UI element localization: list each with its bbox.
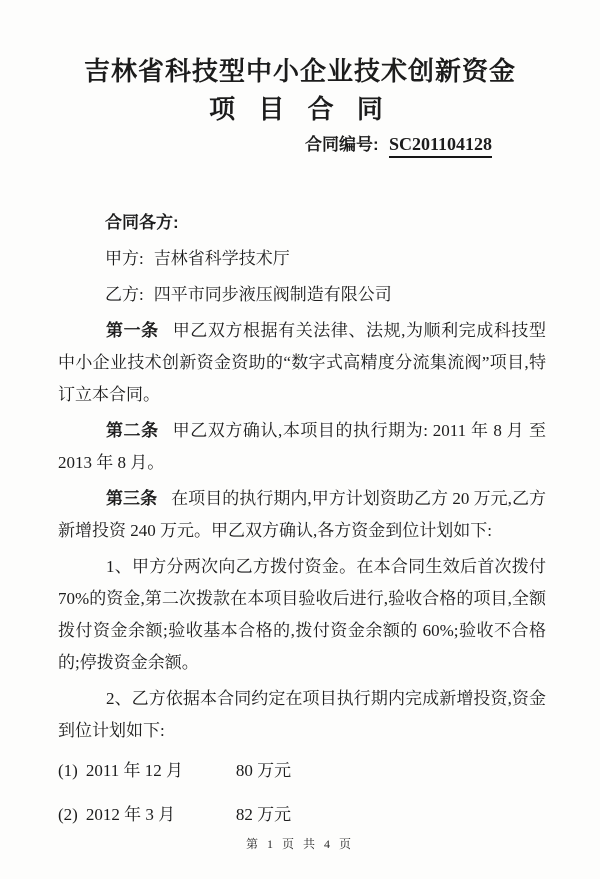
contract-number-value: SC201104128 — [389, 132, 492, 158]
contract-body — [58, 207, 546, 835]
schedule-row-amount: 80 万元 — [235, 761, 292, 780]
party-b-label: 乙方: — [105, 285, 144, 304]
article-2-text: 甲乙双方确认,本项目的执行期为: 2011 年 8 月 至 2013 年 8 月。 — [58, 421, 547, 472]
article-1 — [58, 315, 546, 411]
title-block — [0, 0, 600, 158]
document-title-line1: 吉林省科技型中小企业技术创新资金 — [83, 56, 516, 86]
document-title-line2: 项 目 合 同 — [209, 94, 391, 124]
schedule-row-index: (1) — [58, 761, 78, 780]
article-3-text: 在项目的执行期内,甲方计划资助乙方 20 万元,乙方新增投资 240 万元。甲乙双方确认,各方资金到位计划如下: — [58, 489, 547, 540]
schedule-row — [58, 751, 546, 791]
contract-number-line — [0, 132, 600, 158]
schedule-row — [58, 795, 546, 835]
party-a-line — [58, 243, 546, 275]
schedule-row-date: 2012 年 3 月 — [85, 805, 176, 824]
party-b-line — [58, 279, 546, 311]
article-2-label: 第二条 — [106, 421, 159, 440]
article-3 — [58, 483, 546, 547]
party-a-label: 甲方: — [105, 249, 144, 268]
parties-heading: 合同各方: — [105, 213, 179, 232]
party-a-value: 吉林省科学技术厅 — [153, 249, 290, 268]
schedule-row-index: (2) — [58, 805, 78, 824]
clause-1: 1、甲方分两次向乙方拨付资金。在本合同生效后首次拨付 70%的资金,第二次拨款在本项目验收后进行,验收合格的项目,全额拨付资金余额;验收基本合格的,拨付资金余额的 60%;验收不合格的;停拨资金余额。 — [58, 557, 546, 672]
clause-2: 2、乙方依据本合同约定在项目执行期内完成新增投资,资金到位计划如下: — [58, 689, 546, 740]
schedule-row-amount: 82 万元 — [235, 805, 292, 824]
article-3-label: 第三条 — [106, 489, 158, 508]
contract-number-label: 合同编号: — [305, 135, 379, 154]
schedule-row-date: 2011 年 12 月 — [85, 761, 183, 780]
article-1-label: 第一条 — [106, 321, 159, 340]
page-number-footer: 第 1 页 共 4 页 — [245, 837, 354, 851]
article-2 — [58, 415, 546, 479]
article-1-text: 甲乙双方根据有关法律、法规,为顺利完成科技型中小企业技术创新资金资助的“数字式高精度分流集流阀”项目,特订立本合同。 — [58, 321, 546, 404]
party-b-value: 四平市同步液压阀制造有限公司 — [153, 285, 392, 304]
